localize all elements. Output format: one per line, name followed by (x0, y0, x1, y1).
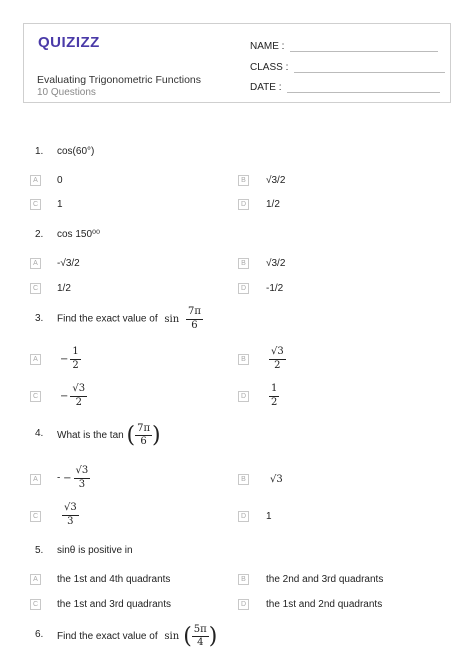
option-a-box[interactable]: A (30, 175, 41, 186)
option-c-text: 1/2 (57, 283, 71, 294)
class-line[interactable] (294, 71, 445, 73)
option-c-text: the 1st and 3rd quadrants (57, 599, 171, 610)
option-d-box[interactable]: D (238, 199, 249, 210)
question-prompt (57, 307, 203, 331)
option-d-text: -1/2 (266, 283, 284, 294)
option-fraction (70, 347, 80, 371)
option-d-box[interactable]: D (238, 511, 249, 522)
option-fraction (74, 466, 91, 490)
option-fraction (269, 347, 286, 371)
option-a-text: 0 (57, 175, 63, 186)
fraction-numerator: √3 (70, 384, 87, 397)
option-a-expression (57, 466, 90, 490)
minus-sign: − (60, 390, 69, 402)
option-fraction (269, 384, 279, 408)
option-b-text: √3/2 (266, 175, 286, 186)
question-number: 5. (35, 545, 44, 556)
quizizz-logo: QUIZIZZ (38, 34, 100, 51)
minus-sign: − (60, 353, 69, 365)
left-paren: ( (126, 423, 136, 448)
fraction-numerator: 1 (70, 347, 80, 360)
option-fraction (70, 384, 87, 408)
option-b-text: √3 (270, 474, 283, 485)
question-text: sinθ is positive in (57, 545, 133, 556)
worksheet-header (23, 23, 451, 103)
option-b-text: √3/2 (266, 258, 286, 269)
option-b-text: the 2nd and 3rd quadrants (266, 574, 384, 585)
question-text: What is the tan (57, 430, 124, 442)
option-c-expression (62, 503, 79, 527)
option-d-box[interactable]: D (238, 391, 249, 402)
fraction-denominator: 2 (75, 396, 82, 408)
question-number: 6. (35, 629, 44, 640)
option-a-text: the 1st and 4th quadrants (57, 574, 171, 585)
option-b-box[interactable]: B (238, 258, 249, 269)
date-line[interactable] (287, 91, 440, 93)
class-field[interactable] (250, 62, 445, 73)
question-number: 1. (35, 146, 44, 157)
question-prompt (57, 423, 161, 448)
option-c-box[interactable]: C (30, 199, 41, 210)
angle-fraction (186, 307, 203, 331)
right-paren: ) (208, 624, 218, 649)
question-text: Find the exact value of (57, 313, 158, 325)
date-label: DATE : (250, 82, 282, 93)
option-a-text: -√3/2 (57, 258, 80, 269)
option-b-box[interactable]: B (238, 574, 249, 585)
fraction-numerator: 7π (186, 307, 203, 320)
worksheet-title: Evaluating Trigonometric Functions (37, 74, 201, 86)
name-field[interactable] (250, 41, 438, 52)
fraction-denominator: 6 (140, 436, 147, 447)
angle-fraction (135, 424, 152, 448)
option-b-box[interactable]: B (238, 175, 249, 186)
minus-sign: − (63, 472, 72, 484)
left-paren: ( (183, 624, 192, 649)
question-text: cos(60°) (57, 146, 95, 157)
option-fraction (62, 503, 79, 527)
fraction-numerator: √3 (62, 503, 79, 516)
fraction-denominator: 2 (72, 359, 79, 371)
function-name: sin (164, 631, 180, 643)
fraction-numerator: 5π (192, 625, 209, 638)
angle-fraction (192, 625, 209, 649)
name-line[interactable] (290, 50, 438, 52)
question-number: 3. (35, 313, 44, 324)
option-c-expression (60, 384, 87, 408)
question-prompt (57, 624, 217, 649)
option-d-box[interactable]: D (238, 599, 249, 610)
fraction-denominator: 3 (67, 515, 74, 527)
option-b-box[interactable]: B (238, 354, 249, 365)
fraction-numerator: √3 (74, 466, 91, 479)
option-b-expression (269, 347, 286, 371)
option-d-box[interactable]: D (238, 283, 249, 294)
option-c-box[interactable]: C (30, 283, 41, 294)
dash-prefix: - (57, 472, 61, 484)
fraction-numerator: √3 (269, 347, 286, 360)
name-label: NAME : (250, 41, 285, 52)
fraction-numerator: 7π (135, 424, 152, 437)
option-b-box[interactable]: B (238, 474, 249, 485)
option-d-text: the 1st and 2nd quadrants (266, 599, 383, 610)
option-a-box[interactable]: A (30, 258, 41, 269)
fraction-denominator: 6 (191, 319, 198, 331)
question-count: 10 Questions (37, 87, 96, 98)
option-a-expression (60, 347, 81, 371)
fraction-denominator: 3 (78, 478, 86, 490)
question-text: cos 150⁰⁰ (57, 229, 101, 240)
fraction-denominator: 4 (197, 637, 204, 648)
option-c-box[interactable]: C (30, 511, 41, 522)
function-name: sin (164, 313, 180, 325)
question-number: 2. (35, 229, 44, 240)
option-a-box[interactable]: A (30, 474, 41, 485)
option-d-text: 1 (266, 511, 272, 522)
option-d-text: 1/2 (266, 199, 280, 210)
question-text: Find the exact value of (57, 631, 158, 643)
fraction-denominator: 2 (271, 396, 278, 408)
date-field[interactable] (250, 82, 440, 93)
fraction-denominator: 2 (274, 359, 281, 371)
question-number: 4. (35, 428, 44, 439)
option-c-box[interactable]: C (30, 599, 41, 610)
option-c-box[interactable]: C (30, 391, 41, 402)
option-c-text: 1 (57, 199, 63, 210)
option-d-expression (269, 384, 279, 408)
fraction-numerator: 1 (269, 384, 279, 397)
class-label: CLASS : (250, 62, 289, 73)
option-a-box[interactable]: A (30, 354, 41, 365)
right-paren: ) (152, 423, 161, 448)
option-a-box[interactable]: A (30, 574, 41, 585)
